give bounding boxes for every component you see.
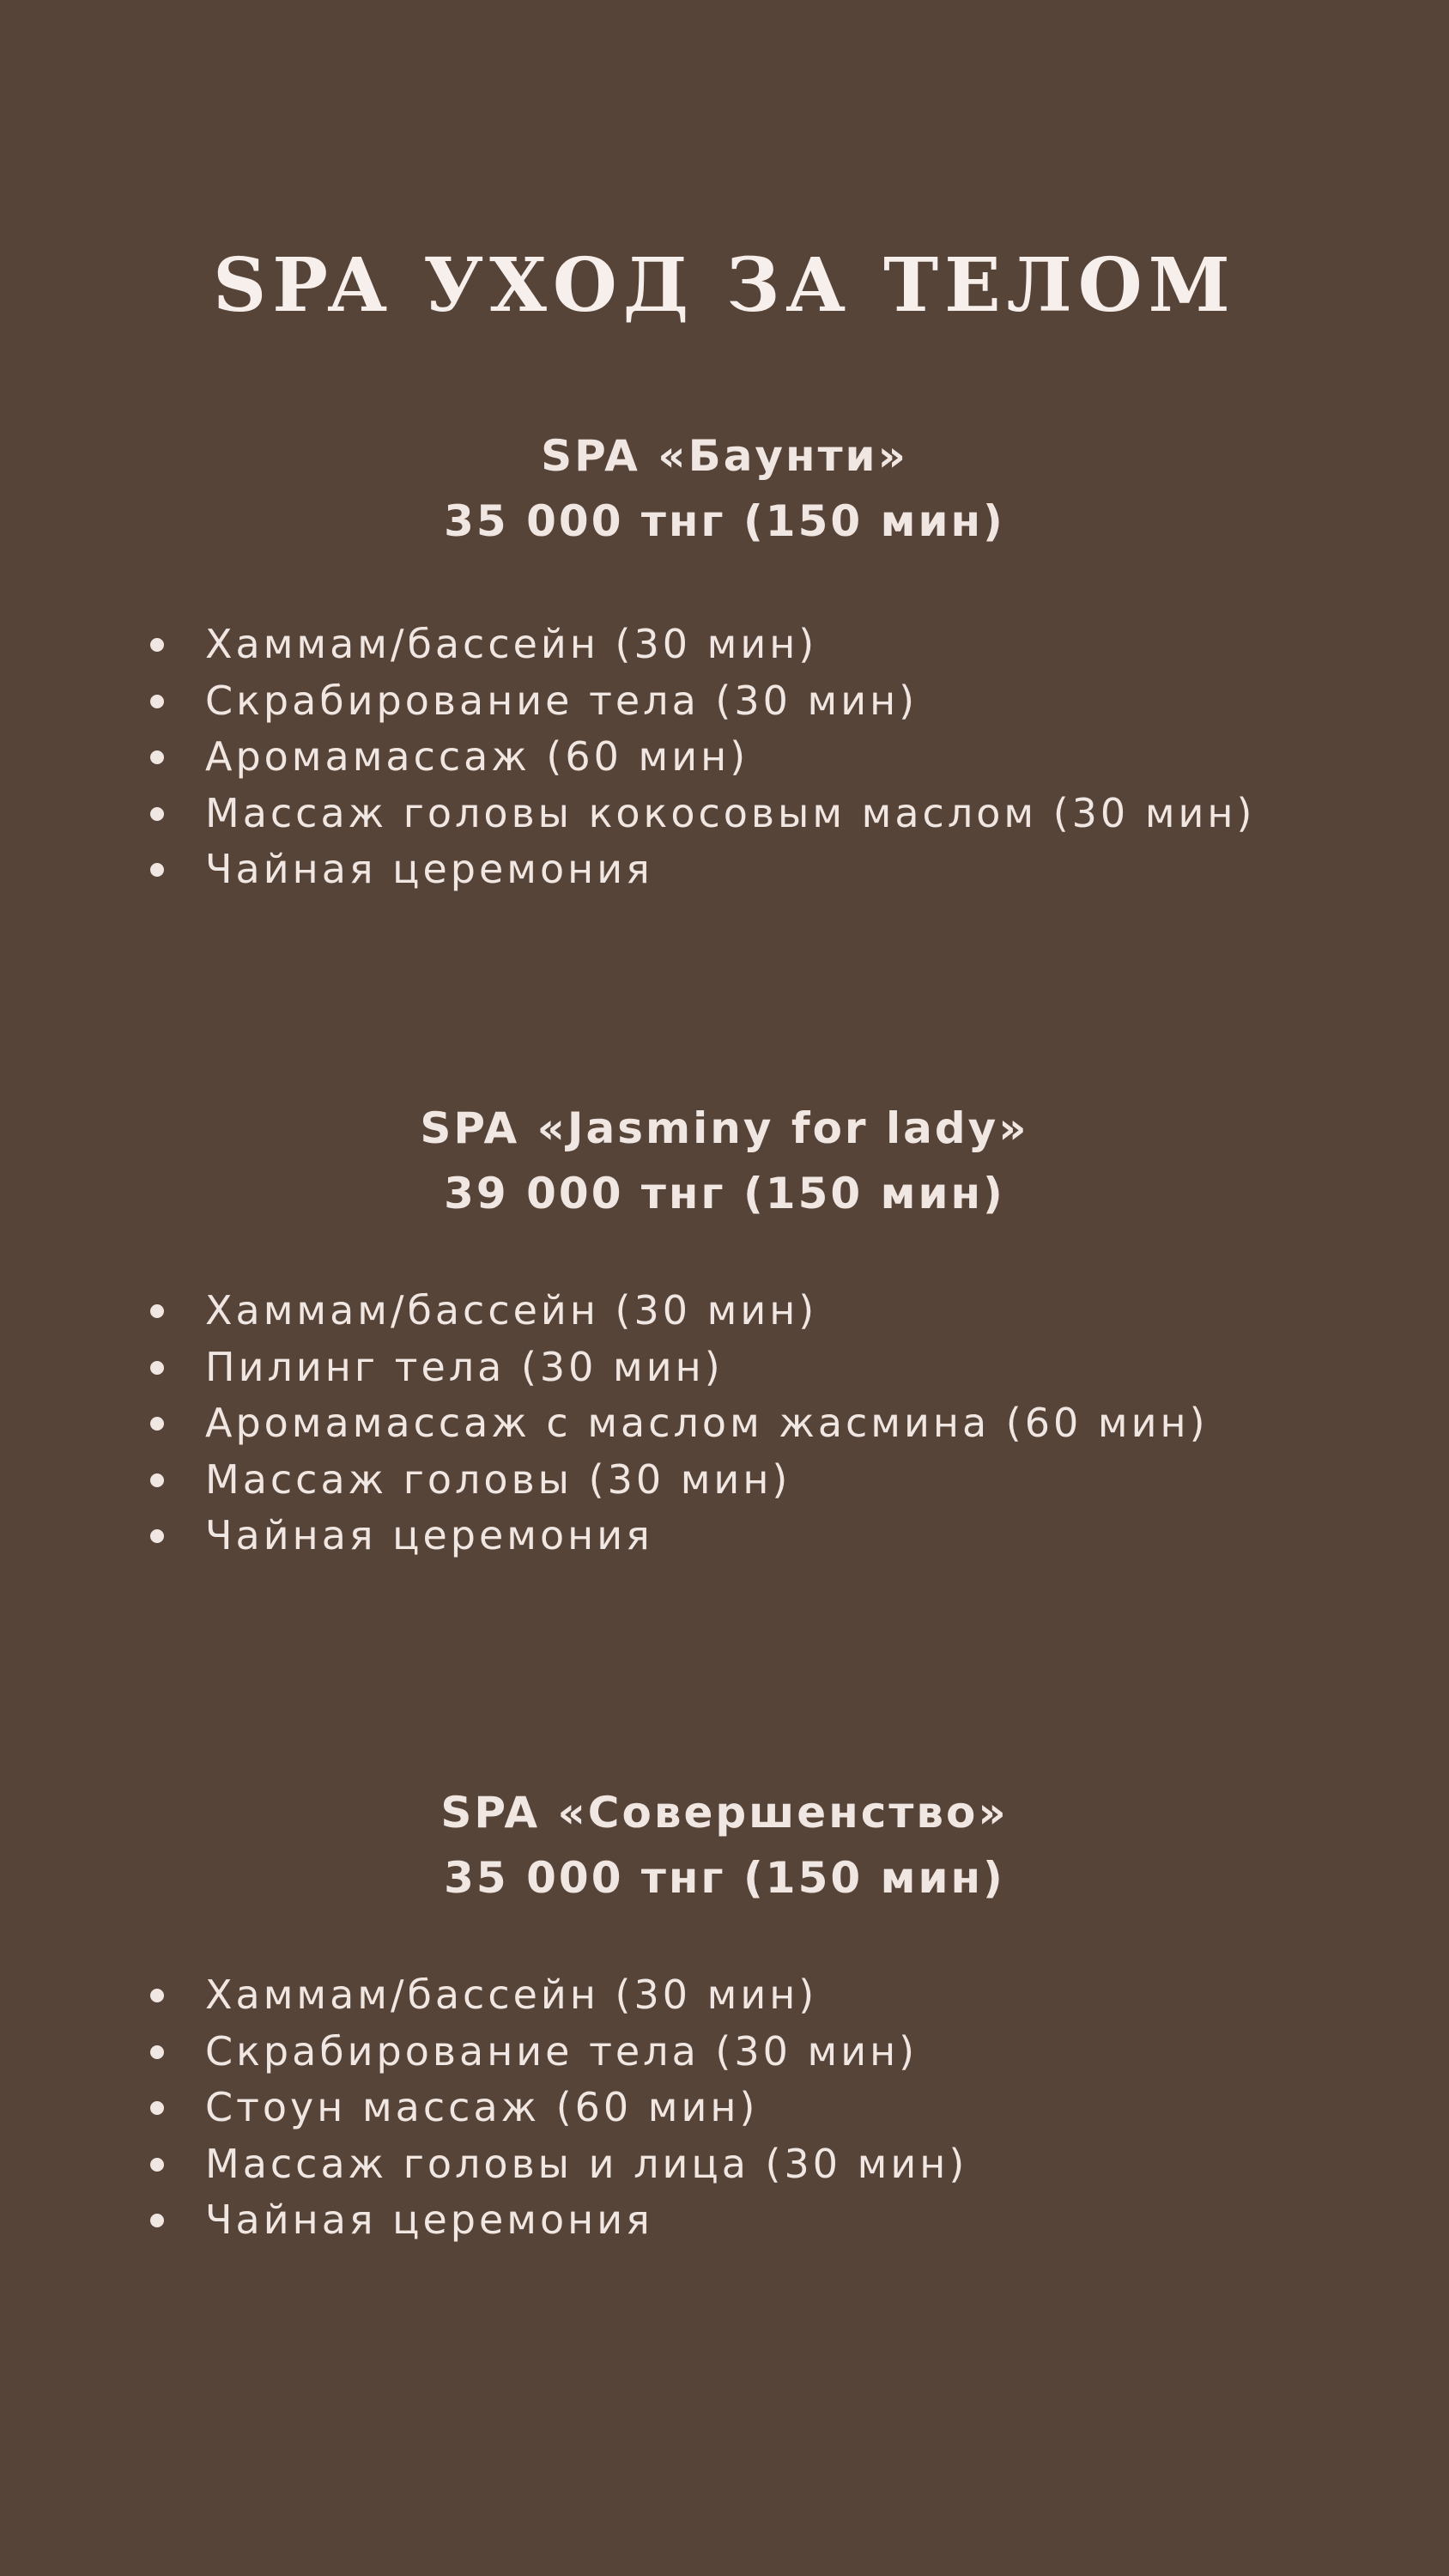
bullet-icon (150, 750, 164, 764)
package-header (0, 1096, 1449, 1226)
package-bounty (0, 423, 1449, 892)
bullet-icon (150, 1361, 164, 1375)
list-item-text: Аромамассаж с маслом жасмина (60 мин) (205, 1400, 1209, 1446)
package-price: 35 000 тнг (150 мин) (444, 496, 1005, 546)
bullet-icon (150, 2158, 164, 2172)
list-item-text: Хаммам/бассейн (30 мин) (205, 1971, 818, 2018)
bullet-icon (150, 2045, 164, 2059)
package-header (0, 423, 1449, 554)
bullet-icon (150, 1304, 164, 1318)
list-item-text: Хаммам/бассейн (30 мин) (205, 621, 818, 667)
package-jasminy (0, 1096, 1449, 1558)
list-item-text: Аромамассаж (60 мин) (205, 733, 749, 780)
list-item (150, 1967, 967, 2024)
list-item (150, 2080, 967, 2136)
page-title: SPA УХОД ЗА ТЕЛОМ (213, 242, 1236, 329)
bullet-icon (150, 695, 164, 708)
list-item-text: Пилинг тела (30 мин) (205, 1343, 724, 1390)
bullet-icon (150, 638, 164, 652)
list-item-text: Чайная церемония (205, 2196, 653, 2243)
bullet-icon (150, 2101, 164, 2115)
list-item-text: Массаж головы кокосовым маслом (30 мин) (205, 789, 1256, 836)
list-item-text: Хаммам/бассейн (30 мин) (205, 1287, 818, 1334)
bullet-icon (150, 807, 164, 821)
list-item (150, 2192, 967, 2249)
list-item (150, 673, 1255, 730)
list-item (150, 1452, 1209, 1509)
bullet-icon (150, 1529, 164, 1543)
list-item-text: Скрабирование тела (30 мин) (205, 677, 919, 724)
package-name: SPA «Совершенство» (440, 1788, 1009, 1838)
list-item (150, 1395, 1209, 1452)
list-item (150, 2136, 967, 2193)
list-item-text: Массаж головы (30 мин) (205, 1455, 791, 1503)
package-name: SPA «Jasminy for lady» (420, 1103, 1029, 1153)
package-price: 35 000 тнг (150 мин) (444, 1853, 1005, 1903)
list-item (150, 1283, 1209, 1340)
bullet-icon (150, 1473, 164, 1487)
list-item (150, 2024, 967, 2081)
package-items (150, 1283, 1209, 1564)
package-name: SPA «Баунти» (541, 431, 908, 481)
package-header (0, 1780, 1449, 1911)
list-item (150, 617, 1255, 673)
list-item-text: Массаж головы и лица (30 мин) (205, 2140, 968, 2187)
list-item-text: Скрабирование тела (30 мин) (205, 2027, 919, 2075)
list-item (150, 1508, 1209, 1564)
package-items (150, 617, 1255, 898)
bullet-icon (150, 2214, 164, 2227)
package-price: 39 000 тнг (150 мин) (444, 1169, 1005, 1218)
bullet-icon (150, 1417, 164, 1431)
list-item-text: Чайная церемония (205, 846, 653, 892)
list-item (150, 841, 1255, 898)
list-item (150, 786, 1255, 842)
list-item-text: Стоун массаж (60 мин) (205, 2084, 759, 2130)
package-items (150, 1967, 967, 2249)
list-item-text: Чайная церемония (205, 1512, 653, 1558)
bullet-icon (150, 1989, 164, 2002)
bullet-icon (150, 863, 164, 877)
package-sovershenstvo (0, 1780, 1449, 2243)
list-item (150, 1340, 1209, 1396)
list-item (150, 729, 1255, 786)
